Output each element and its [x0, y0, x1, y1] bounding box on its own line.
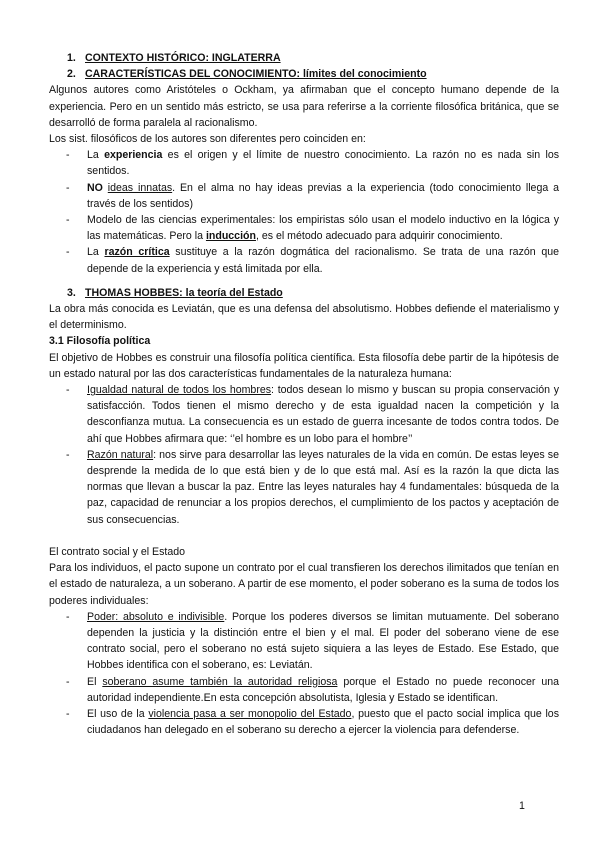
heading-caracteristicas	[49, 66, 559, 82]
list-item: - Igualdad natural de todos los hombres: todos desean lo mismo y buscan su propia conservación y satisfacción. Todos tienen el mismo derecho y de esta igualdad nacen la competición y la desconfianza mutua. La consecuencia es un estado de guerra incesante de todos contra todos. De ahí que Hobbes afirmara que: ‘’el hombre es un lobo para el hombre’’	[49, 382, 559, 447]
heading-number: 1.	[67, 52, 76, 64]
sovereign-power-list	[49, 609, 559, 739]
heading-text: THOMAS HOBBES: la teoría del Estado	[85, 286, 283, 299]
list-item: - El uso de la violencia pasa a ser monopolio del Estado, puesto que el pacto social implica que los ciudadanos han delegado en el soberano su derecho a ejercer la violencia para defenderse.	[49, 706, 559, 738]
heading-number: 3.	[67, 286, 76, 299]
subheading-contrato: El contrato social y el Estado	[49, 545, 186, 558]
list-item: - El soberano asume también la autoridad religiosa porque el Estado no puede reconocer una autoridad independiente.En esta concepción absolutista, Iglesia y Estado se identifican.	[49, 674, 559, 706]
document-page	[49, 50, 559, 738]
human-nature-list	[49, 382, 559, 528]
heading-hobbes	[49, 285, 559, 301]
empiricism-list	[49, 147, 559, 277]
contrato-paragraph: Para los individuos, el pacto supone un contrato por el cual transfieren los derechos ilimitados que tenían en el estado de naturaleza, a un soberano. A partir de ese momento, el poder soberano es la suma de todos los poderes individuales:	[49, 562, 560, 607]
heading-text: CONTEXTO HISTÓRICO: INGLATERRA	[85, 52, 281, 64]
hobbes-objective: El objetivo de Hobbes es construir una filosofía política científica. Esta filosofía debe partir de la hipótesis de un estado natural por las dos características fundamentales de la naturaleza humana:	[49, 351, 559, 380]
intro-paragraph: Algunos autores como Aristóteles o Ockham, ya afirmaban que el concepto humano depende de la experiencia. Pero en un sentido más estricto, se usa para referirse a la corriente filosófica británica, que se desarrolló de forma paralela al racionalismo.	[49, 84, 559, 129]
list-item: - La razón crítica sustituye a la razón dogmática del racionalismo. Se trata de una razón que depende de la experiencia y está limitada por ella.	[49, 244, 559, 276]
list-item: - NO ideas innatas. En el alma no hay ideas previas a la experiencia (todo conocimiento llega a través de los sentidos)	[49, 180, 559, 212]
list-item: - La experiencia es el origen y el límite de nuestro conocimiento. La razón no es nada sin los sentidos.	[49, 147, 559, 179]
page-number: 1	[519, 800, 525, 812]
list-item: - Modelo de las ciencias experimentales: los empiristas sólo usan el modelo inductivo en la lógica y las matemáticas. Pero la inducción, es el método adecuado para adquirir conocimiento.	[49, 212, 559, 244]
heading-contexto	[49, 50, 559, 66]
hobbes-intro: La obra más conocida es Leviatán, que es una defensa del absolutismo. Hobbes defiende el materialismo y el determinismo.	[49, 303, 559, 332]
intro-lead: Los sist. filosóficos de los autores son diferentes pero coinciden en:	[49, 133, 366, 146]
list-item: - Razón natural: nos sirve para desarrollar las leyes naturales de la vida en común. De estas leyes se desprende la medida de lo que está bien y de lo que está mal. Así es la razón la que dicta las normas que llevan a buscar la paz. Entre las leyes naturales hay 4 fundamentales: búsqueda de la paz, capacidad de renunciar a los propios derechos, el cumplimiento de los pactos y aceptación de sus consecuencias.	[49, 447, 559, 528]
subheading-filosofia-politica: 3.1 Filosofía política	[49, 335, 151, 348]
list-item: - Poder: absoluto e indivisible. Porque los poderes diversos se limitan mutuamente. Del soberano dependen la justicia y la distinción entre el bien y el mal. El poder del soberano viene de ese contrato social, pero el soberano no está sujeto siquiera a las leyes de Estado. Ese Estado, que Hobbes identifica con el soberano, es: Leviatán.	[49, 609, 559, 674]
heading-number: 2.	[67, 68, 76, 81]
heading-text: CARACTERÍSTICAS DEL CONOCIMIENTO: límites del conocimiento	[85, 68, 427, 81]
